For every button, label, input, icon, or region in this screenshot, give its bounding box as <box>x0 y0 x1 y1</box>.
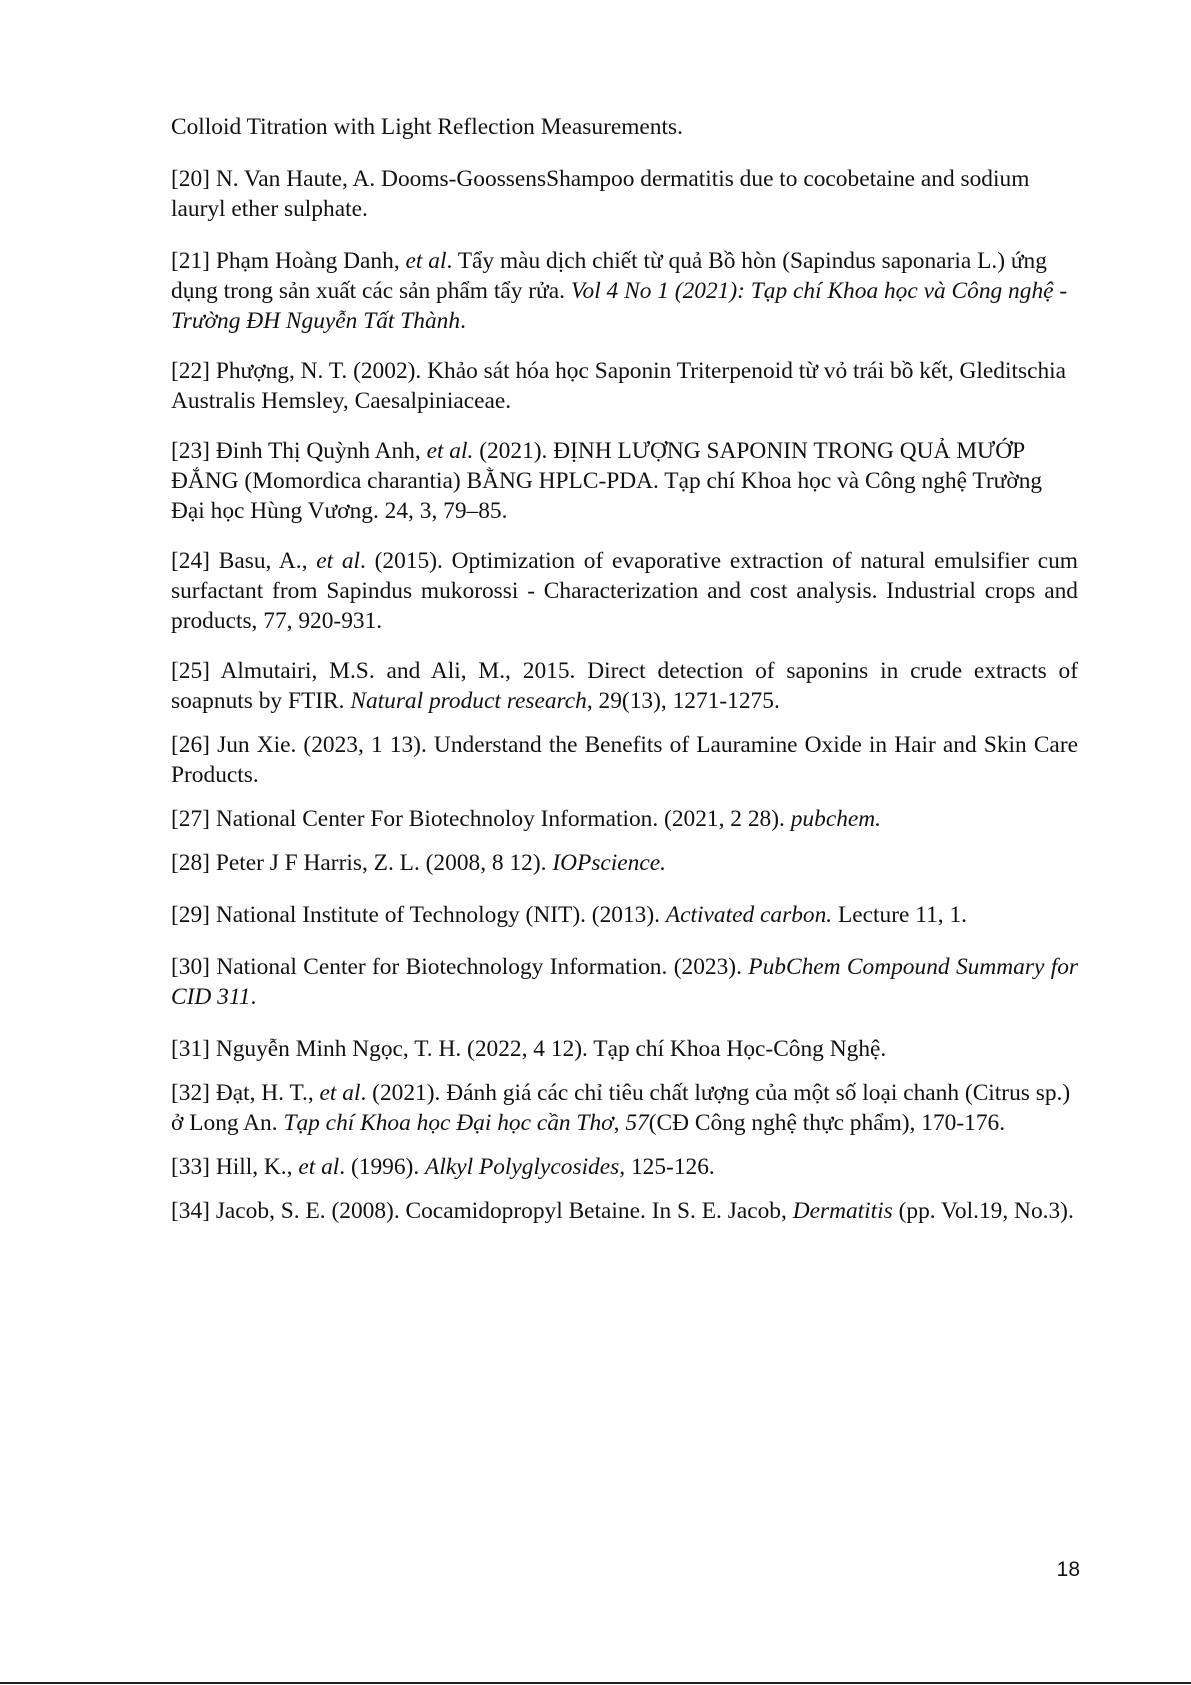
reference-text: [22] Phượng, N. T. (2002). Khảo sát hóa học Saponin Triterpenoid từ vỏ trái bồ kết, Gleditschia Australis Hemsley, Caesalpiniaceae. <box>171 358 1067 414</box>
reference-italic-text: Activated carbon. <box>665 902 833 928</box>
reference-italic-text: Natural product research <box>350 688 587 714</box>
reference-list <box>171 112 1078 1226</box>
reference-item <box>171 952 1078 1012</box>
reference-text: 125-126. <box>625 1154 715 1180</box>
reference-text: [34] Jacob, S. E. (2008). Cocamidopropyl Betaine. In S. E. Jacob, <box>171 1198 793 1224</box>
reference-item <box>171 164 1078 224</box>
reference-text: Colloid Titration with Light Reflection Measurements. <box>171 114 683 140</box>
reference-italic-text: IOPscience. <box>552 850 666 876</box>
reference-text: . <box>250 984 257 1010</box>
reference-text: . <box>460 308 466 334</box>
reference-italic-text: Tạp chí Khoa học Đại học cần Thơ <box>283 1110 614 1136</box>
reference-text: [31] Nguyễn Minh Ngọc, T. H. (2022, 4 12). Tạp chí Khoa Học-Công Nghệ. <box>171 1036 887 1062</box>
reference-italic-text: PubChem Compound Summary for CID 311 <box>171 954 1078 1010</box>
reference-italic-text: Alkyl Polyglycosides, <box>425 1154 626 1180</box>
reference-text: , <box>613 1110 626 1136</box>
reference-text: [26] Jun Xie. (2023, 1 13). Understand the Benefits of Lauramine Oxide in Hair and Skin Care Products. <box>171 732 1078 788</box>
reference-text: (2021). ĐỊNH LƯỢNG SAPONIN TRONG QUẢ MƯỚP ĐẮNG (Momordica charantia) BẰNG HPLC-PDA. Tạp chí Khoa học và Công nghệ Trường Đại học Hùng Vương. 24, 3, 79–85. <box>171 438 1043 524</box>
reference-item <box>171 730 1078 790</box>
reference-italic-text: et al <box>405 248 447 274</box>
reference-item <box>171 804 1078 834</box>
reference-item <box>171 1078 1078 1138</box>
reference-item <box>171 848 1078 878</box>
reference-text: [28] Peter J F Harris, Z. L. (2008, 8 12). <box>171 850 553 876</box>
reference-text: [33] Hill, K., <box>171 1154 299 1180</box>
page-number: 18 <box>1056 1558 1080 1581</box>
reference-item <box>171 656 1078 716</box>
reference-text: [20] N. Van Haute, A. Dooms-GoossensShampoo dermatitis due to cocobetaine and sodium lauryl ether sulphate. <box>171 166 1030 222</box>
reference-text: . (2015). Optimization of evaporative extraction of natural emulsifier cum surfactant from Sapindus mukorossi - Characterization and cost analysis. Industrial crops and products, 77, 920-931. <box>171 548 1078 634</box>
reference-text: [27] National Center For Biotechnoloy Information. (2021, 2 28). <box>171 806 791 832</box>
reference-text: [21] Phạm Hoàng Danh, <box>171 248 406 274</box>
reference-text: (CĐ Công nghệ thực phẩm), 170-176. <box>648 1110 1006 1136</box>
reference-item <box>171 1034 1078 1064</box>
reference-italic-text: et al <box>316 548 361 574</box>
reference-text: [29] National Institute of Technology (NIT). (2013). <box>171 902 666 928</box>
reference-text: Lecture 11, 1. <box>832 902 968 928</box>
reference-text: . (1996). <box>339 1154 426 1180</box>
reference-italic-text: pubchem. <box>790 806 882 832</box>
reference-text: . Tẩy màu dịch chiết từ quả Bồ hòn (Sapindus saponaria L.) ứng dụng trong sản xuất các sản phẩm tẩy rửa. <box>171 248 1047 304</box>
reference-italic-text: et al <box>298 1154 340 1180</box>
reference-text: [25] Almutairi, M.S. and Ali, M., 2015. Direct detection of saponins in crude extracts of soapnuts by FTIR. <box>171 658 1078 714</box>
reference-text: (pp. Vol.19, No.3). <box>892 1198 1074 1224</box>
reference-italic-text: et al <box>319 1080 361 1106</box>
reference-item <box>171 1152 1078 1182</box>
reference-item <box>171 356 1078 416</box>
reference-italic-text: Vol 4 No 1 (2021): Tạp chí Khoa học và Công nghệ - Trường ĐH Nguyễn Tất Thành <box>171 278 1068 334</box>
reference-text: [24] Basu, A., <box>171 548 317 574</box>
reference-italic-text: et al. <box>426 438 474 464</box>
bottom-rule <box>0 1682 1191 1684</box>
reference-text: [30] National Center for Biotechnology Information. (2023). <box>171 954 749 980</box>
reference-item <box>171 112 1078 142</box>
reference-item <box>171 546 1078 636</box>
reference-item <box>171 246 1078 336</box>
reference-italic-text: Dermatitis <box>792 1198 893 1224</box>
reference-item <box>171 1196 1078 1226</box>
reference-item <box>171 900 1078 930</box>
reference-text: . (2021). Đánh giá các chỉ tiêu chất lượng của một số loại chanh (Citrus sp.) ở Long An. <box>171 1080 1071 1136</box>
reference-text: [23] Đinh Thị Quỳnh Anh, <box>171 438 427 464</box>
reference-item <box>171 436 1078 526</box>
reference-text: [32] Đạt, H. T., <box>171 1080 320 1106</box>
reference-text: , 29(13), 1271-1275. <box>586 688 780 714</box>
reference-italic-text: 57 <box>625 1110 649 1136</box>
